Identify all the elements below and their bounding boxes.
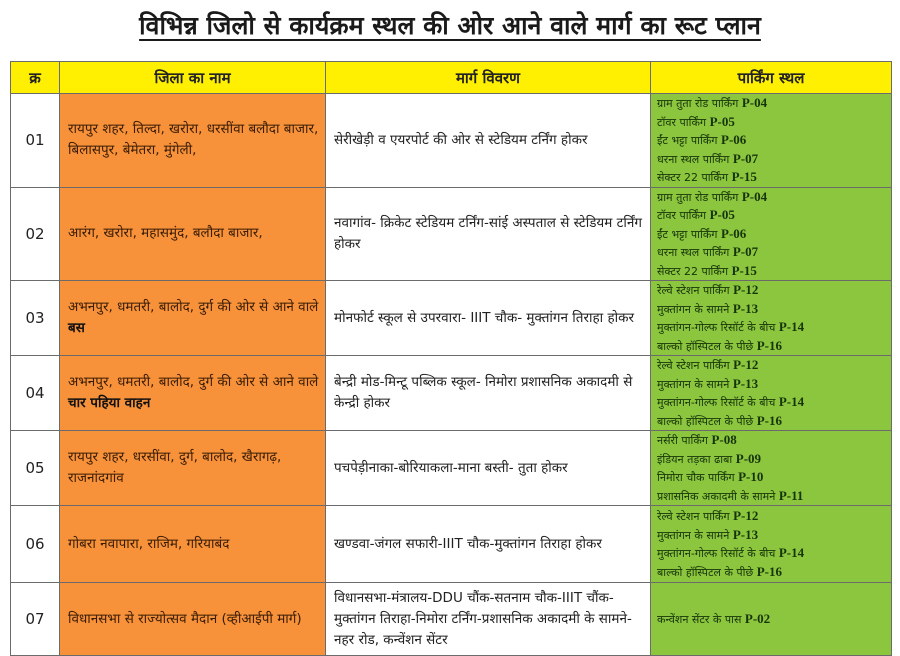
serial-number-cell: 01 xyxy=(11,94,60,188)
district-cell xyxy=(60,583,326,656)
table-row xyxy=(11,431,892,506)
parking-name: टॉवर पार्किंग xyxy=(657,115,707,129)
table-row xyxy=(11,356,892,431)
parking-code: P-07 xyxy=(732,244,759,259)
parking-name: मुक्तांगन-गोल्फ रिसॉर्ट के बीच xyxy=(657,321,776,334)
parking-cell xyxy=(651,356,892,431)
parking-name: प्रशासनिक अकादमी के सामने xyxy=(657,489,776,503)
parking-cell xyxy=(651,187,892,281)
parking-location-item xyxy=(657,563,885,582)
parking-name: ईंट भट्टा पार्किंग xyxy=(657,134,718,147)
district-text: अभनपुर, धमतरी, बालोद, दुर्ग की ओर से आने वाले xyxy=(68,299,319,315)
parking-name: धरना स्थल पार्किंग xyxy=(657,152,730,166)
parking-code: P-12 xyxy=(733,282,759,297)
parking-location-item xyxy=(657,150,885,169)
table-row xyxy=(11,281,892,356)
table-row xyxy=(11,506,892,583)
parking-location-item xyxy=(657,113,885,132)
vehicle-type-emphasis: चार पहिया वाहन xyxy=(68,395,151,411)
parking-code: P-14 xyxy=(778,319,805,334)
parking-name: रेल्वे स्टेशन पार्किंग xyxy=(657,359,730,372)
parking-code: P-14 xyxy=(778,545,805,560)
route-details-cell: नवागांव- क्रिकेट स्टेडियम टर्निंग-सांई अस्पताल से स्टेडियम टर्निंग होकर xyxy=(326,187,651,281)
page-title-text: विभिन्न जिलो से कार्यक्रम स्थल की ओर आने वाले मार्ग का रूट प्लान xyxy=(139,11,761,40)
district-text: रायपुर शहर, तिल्दा, खरोरा, धरसींवा बलौदा बाजार, बिलासपुर, बेमेतरा, मुंगेली, xyxy=(68,121,319,159)
district-text: आरंग, खरोरा, महासमुंद, बलौदा बाजार, xyxy=(68,225,263,242)
serial-number-cell: 02 xyxy=(11,187,60,281)
serial-number-cell: 04 xyxy=(11,356,60,431)
district-text: विधानसभा से राज्योत्सव मैदान (व्हीआईपी मार्ग) xyxy=(68,610,302,627)
parking-location-item xyxy=(657,431,885,450)
parking-name: ग्राम तुता रोड पार्किंग xyxy=(657,97,739,110)
district-cell xyxy=(60,187,326,281)
parking-name: बाल्को हॉस्पिटल के पीछे xyxy=(657,414,754,428)
parking-name: बाल्को हॉस्पिटल के पीछे xyxy=(657,339,754,353)
district-cell xyxy=(60,356,326,431)
parking-code: P-05 xyxy=(709,113,735,129)
table-header-row xyxy=(11,62,892,94)
parking-cell xyxy=(651,583,892,656)
parking-name: मुक्तांगन-गोल्फ रिसॉर्ट के बीच xyxy=(657,396,776,409)
route-details-cell: सेरीखेड़ी व एयरपोर्ट की ओर से स्टेडियम टर्निंग होकर xyxy=(326,94,651,188)
parking-location-item xyxy=(657,168,885,187)
route-details-cell: बेन्द्री मोड-मिन्टू पब्लिक स्कूल- निमोरा प्रशासनिक अकादमी से केन्द्री होकर xyxy=(326,356,651,431)
district-cell xyxy=(60,94,326,188)
parking-code: P-06 xyxy=(721,132,747,147)
parking-code: P-16 xyxy=(756,337,782,353)
parking-name: मुक्तांगन-गोल्फ रिसॉर्ट के बीच xyxy=(657,547,776,560)
parking-code: P-08 xyxy=(711,432,737,447)
route-details-cell: मोनफोर्ट स्कूल से उपरवारा- IIIT चौक- मुक्तांगन तिराहा होकर xyxy=(326,281,651,356)
serial-number-cell: 06 xyxy=(11,506,60,583)
parking-location-item xyxy=(657,468,885,487)
parking-code: P-04 xyxy=(741,188,768,204)
route-details-cell: विधानसभा-मंत्रालय-DDU चौंक-सतनाम चौक-IIIT चौंक-मुक्तांगन तिराहा-निमोरा टर्निंग-प्रशासनिक अकादमी के सामने-नहर रोड, कन्वेंशन सेंटर xyxy=(326,583,651,656)
parking-location-item xyxy=(657,487,885,506)
parking-name: इंडियन तड़का ढाबा xyxy=(657,452,733,466)
district-text: रायपुर शहर, धरसींवा, दुर्ग, बालोद, खैरागढ़, राजनांदगांव xyxy=(68,449,282,486)
parking-code: P-02 xyxy=(744,610,771,626)
table-row xyxy=(11,187,892,281)
header-route-details: मार्ग विवरण xyxy=(326,62,651,94)
district-cell xyxy=(60,431,326,506)
parking-location-item xyxy=(657,412,885,431)
parking-name: ग्राम तुता रोड पार्किंग xyxy=(657,190,739,204)
table-row xyxy=(11,94,892,188)
parking-location-item xyxy=(657,188,885,207)
parking-name: टॉवर पार्किंग xyxy=(657,209,707,222)
parking-name: ईंट भट्टा पार्किंग xyxy=(657,227,718,241)
parking-code: P-16 xyxy=(756,563,782,579)
parking-code: P-14 xyxy=(778,394,805,409)
parking-code: P-09 xyxy=(735,450,762,466)
parking-location-item xyxy=(657,393,885,412)
parking-name: सेक्टर 22 पार्किंग xyxy=(657,171,729,184)
parking-name: मुक्तांगन के सामने xyxy=(657,377,730,391)
serial-number-cell: 03 xyxy=(11,281,60,356)
parking-code: P-12 xyxy=(733,508,759,523)
parking-location-item xyxy=(657,507,885,526)
table-row xyxy=(11,583,892,656)
parking-location-item xyxy=(657,375,885,394)
parking-location-item xyxy=(657,225,885,244)
serial-number-cell: 07 xyxy=(11,583,60,656)
parking-location-item xyxy=(657,526,885,545)
parking-name: मुक्तांगन के सामने xyxy=(657,302,730,316)
parking-name: निमोरा चौक पार्किंग xyxy=(657,471,735,484)
parking-cell xyxy=(651,94,892,188)
parking-name: धरना स्थल पार्किंग xyxy=(657,246,730,259)
parking-location-item xyxy=(657,94,885,113)
parking-name: नर्सरी पार्किंग xyxy=(657,434,708,447)
parking-code: P-07 xyxy=(732,150,759,166)
district-cell xyxy=(60,506,326,583)
parking-code: P-13 xyxy=(732,526,759,542)
parking-name: रेल्वे स्टेशन पार्किंग xyxy=(657,510,730,523)
parking-code: P-06 xyxy=(721,225,747,241)
parking-name: कन्वेंशन सेंटर के पास xyxy=(657,612,742,626)
parking-code: P-16 xyxy=(756,412,782,428)
parking-code: P-13 xyxy=(732,375,759,391)
district-text: गोबरा नवापारा, राजिम, गरियाबंद xyxy=(68,535,230,552)
parking-name: मुक्तांगन के सामने xyxy=(657,528,730,542)
serial-number-cell: 05 xyxy=(11,431,60,506)
parking-code: P-15 xyxy=(731,262,757,278)
parking-code: P-10 xyxy=(738,469,764,484)
route-details-cell: पचपेड़ीनाका-बोरियाकला-माना बस्ती- तुता होकर xyxy=(326,431,651,506)
parking-location-item xyxy=(657,318,885,337)
parking-location-item xyxy=(657,610,885,629)
parking-code: P-04 xyxy=(741,95,768,110)
parking-name: बाल्को हॉस्पिटल के पीछे xyxy=(657,565,754,579)
route-plan-table xyxy=(10,61,892,656)
district-text: अभनपुर, धमतरी, बालोद, दुर्ग की ओर से आने वाले xyxy=(68,374,319,390)
parking-location-item xyxy=(657,281,885,300)
district-cell xyxy=(60,281,326,356)
parking-location-item xyxy=(657,131,885,150)
vehicle-type-emphasis: बस xyxy=(68,320,85,336)
parking-location-item xyxy=(657,544,885,563)
parking-location-item xyxy=(657,300,885,319)
route-details-cell: खण्डवा-जंगल सफारी-IIIT चौक-मुक्तांगन तिराहा होकर xyxy=(326,506,651,583)
parking-location-item xyxy=(657,262,885,281)
header-serial-number: क्र xyxy=(11,62,60,94)
parking-code: P-05 xyxy=(709,207,735,222)
parking-cell xyxy=(651,431,892,506)
parking-code: P-15 xyxy=(731,169,757,184)
parking-cell xyxy=(651,281,892,356)
parking-location-item xyxy=(657,450,885,469)
parking-name: सेक्टर 22 पार्किंग xyxy=(657,264,729,278)
parking-code: P-11 xyxy=(778,487,804,503)
parking-code: P-13 xyxy=(732,300,759,316)
parking-cell xyxy=(651,506,892,583)
parking-code: P-12 xyxy=(733,357,759,372)
parking-location-item xyxy=(657,356,885,375)
parking-location-item xyxy=(657,243,885,262)
page-title xyxy=(0,8,900,42)
header-district-name: जिला का नाम xyxy=(60,62,326,94)
header-parking-location: पार्किंग स्थल xyxy=(651,62,892,94)
parking-location-item xyxy=(657,206,885,225)
parking-location-item xyxy=(657,337,885,356)
parking-name: रेल्वे स्टेशन पार्किंग xyxy=(657,284,730,297)
